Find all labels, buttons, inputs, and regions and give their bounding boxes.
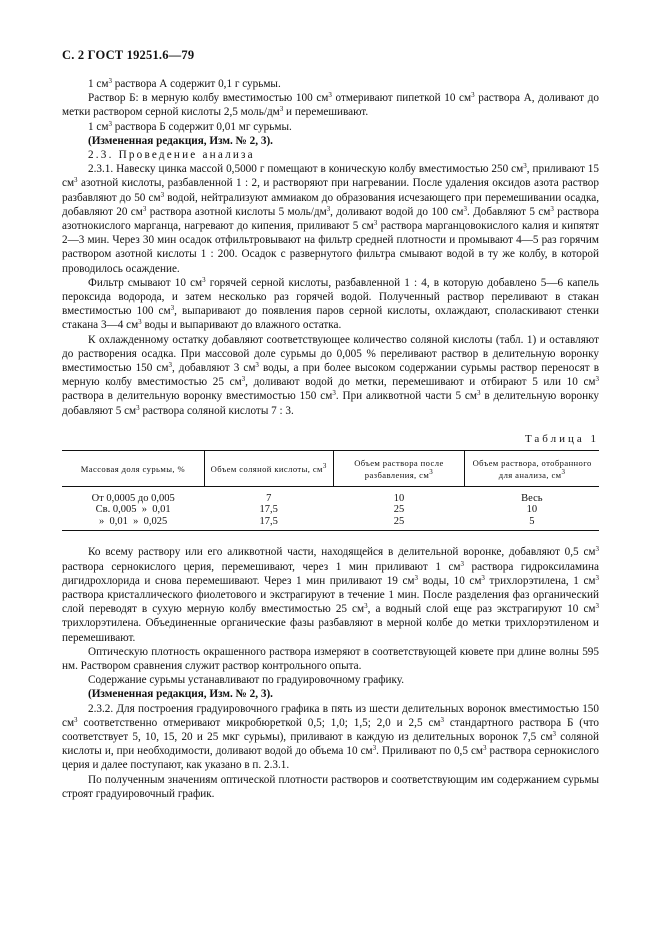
paragraph: 1 $см^3$ раствора Б содержит 0,01 мг сурьмы. <box>88 119 292 133</box>
table-cell: 5 <box>465 516 599 531</box>
page-header: С. 2 ГОСТ 19251.6—79 <box>62 48 195 62</box>
table-header-cell: Объем соляной кислоты, $см^3$ <box>204 450 333 486</box>
paragraph: 2.3.1. Навеску цинка массой 0,5000 г помещают в коническую колбу вместимостью 250 $см^3$, приливают 15 $см^3$ азотной кислоты, разбавленной 1 : 2, и растворяют при нагревании. После удаления оксидов азота раствор разбавляют до 50 $см^3$ водой, нейтрализуют аммиаком до образования исчезающего при перемешивании осадка, добавляют 20 $см^3$ раствора азотной кислоты 5 моль/$дм^3$, доливают водой до 100 $см^3$. Добавляют 5 $см^3$ раствора азотнокислого марганца, нагревают до кипения, приливают 5 $см^3$ раствора марганцовокислого калия и кипятят 2—3 мин. Через 30 мин осадок отфильтровывают на фильтр средней плотности и промывают 4—5 раз горячим раствором азотной кислоты 1 : 200. Осадок с развернутого фильтра смывают водой в ту же колбу, в которой проводилось осаждение. <box>62 162 600 275</box>
table-row <box>62 516 599 531</box>
table-cell: 10 <box>393 492 405 504</box>
table-cell: Св. 0,005 » 0,01 <box>95 504 171 516</box>
paragraph: Фильтр смывают 10 $см^3$ горячей серной кислоты, разбавленной 1 : 4, в которую добавлено 5—6 капель пероксида водорода, и затем несколько раз горячей водой. Полученный раствор переливают в стакан вместимостью 100 $см^3$, выпаривают до появления паров серной кислоты, охлаждают, споласкивают стенки стакана 3—4 $см^3$ воды и выпаривают до влажного остатка. <box>62 275 599 332</box>
document-page <box>62 48 599 801</box>
table-cell: Весь <box>521 492 543 504</box>
paragraph: Раствор Б: в мерную колбу вместимостью 100 $см^3$ отмеривают пипеткой 10 $см^3$ раствора А, доливают до метки раствором серной кислоты 2,5 моль/$дм^3$ и перемешивают. <box>62 91 599 119</box>
section-heading: 2.3. Проведение анализа <box>88 149 255 162</box>
paragraph: Содержание сурьмы устанавливают по градуировочному графику. <box>88 674 405 687</box>
paragraph: 2.3.2. Для построения градуировочного графика в пять из шести делительных воронок вместимостью 150 $см^3$ соответственно отмеривают микробюреткой 0,5; 1,0; 1,5; 2,0 и 2,5 $см^3$ стандартного раствора Б (что соответствует 5, 10, 15, 20 и 25 мкг сурьмы), приливают в каждую из делительных воронок 7,5 $см^3$ соляной кислоты и, при необходимости, доливают водой до объема 10 $см^3$. Приливают по 0,5 $см^3$ раствора сернокислого церия и далее поступают, как указано в п. 2.3.1. <box>62 702 599 772</box>
table-cell: 17,5 <box>204 516 333 531</box>
paragraph: 1 $см^3$ раствора А содержит 0,1 г сурьмы. <box>88 77 281 90</box>
table-cell: 17,5 <box>259 504 278 516</box>
table-cell: 7 <box>266 492 272 504</box>
amendment-note: (Измененная редакция, Изм. № 2, 3). <box>88 688 273 701</box>
table-cell: 25 <box>393 504 405 516</box>
table-cell: 25 <box>333 516 465 531</box>
paragraph: К охлажденному остатку добавляют соответствующее количество соляной кислоты (табл. 1) и оставляют до растворения осадка. При массовой доле сурьмы до 0,005 % переливают раствор в делительную воронку вместимостью 150 $см^3$, добавляют 3 $см^3$ воды, а при более высоком содержании сурьмы раствор переносят в мерную колбу вместимостью 25 $см^3$, доливают водой до метки, перемешивают и отбирают 5 или 10 $см^3$ раствора в делительную воронку вместимостью 150 $см^3$. При аликвотной части 5 $см^3$ в делительную воронку добавляют 5 $см^3$ раствора соляной кислоты 7 : 3. <box>62 333 599 417</box>
table-caption: Таблица 1 <box>524 432 599 445</box>
table-row <box>62 504 599 516</box>
table-cell: » 0,01 » 0,025 <box>62 516 204 531</box>
table-header-cell: Объем раствора после разбавления, $см^3$ <box>333 450 465 486</box>
table-row <box>62 486 599 504</box>
table-header-cell: Массовая доля сурьмы, % <box>62 450 204 486</box>
table-header-cell: Объем раствора, отобранного для анализа, $см^3$ <box>465 450 599 486</box>
amendment-note: (Измененная редакция, Изм. № 2, 3). <box>88 134 273 147</box>
paragraph: По полученным значениям оптической плотности растворов и соответствующим им содержанием сурьмы строят градуировочный график. <box>62 773 599 800</box>
table-cell: От 0,0005 до 0,005 <box>91 492 175 504</box>
paragraph: Ко всему раствору или его аликвотной части, находящейся в делительной воронке, добавляют 0,5 $см^3$ раствора сернокислого церия, перемешивают, через 1 мин приливают 1 $см^3$ раствора гидроксиламина дигидрохлорида и снова перемешивают. Через 1 мин приливают 19 $см^3$ воды, 10 $см^3$ трихлорэтилена, 1 $см^3$ раствора кристаллического фиолетового и экстрагируют в течение 1 мин. После разделения фаз органический слой переводят в сухую мерную колбу вместимостью 25 $см^3$, а водный слой еще раз экстрагируют 10 $см^3$ трихлорэтилена. Объединенные органические фазы разбавляют в мерной колбе до метки трихлорэтиленом и перемешивают. <box>62 545 599 644</box>
paragraph: Оптическую плотность окрашенного раствора измеряют в соответствующей кювете при длине волны 595 нм. Раствором сравнения служит раствор контрольного опыта. <box>62 645 599 672</box>
table-cell: 10 <box>526 504 538 516</box>
data-table <box>62 450 599 532</box>
